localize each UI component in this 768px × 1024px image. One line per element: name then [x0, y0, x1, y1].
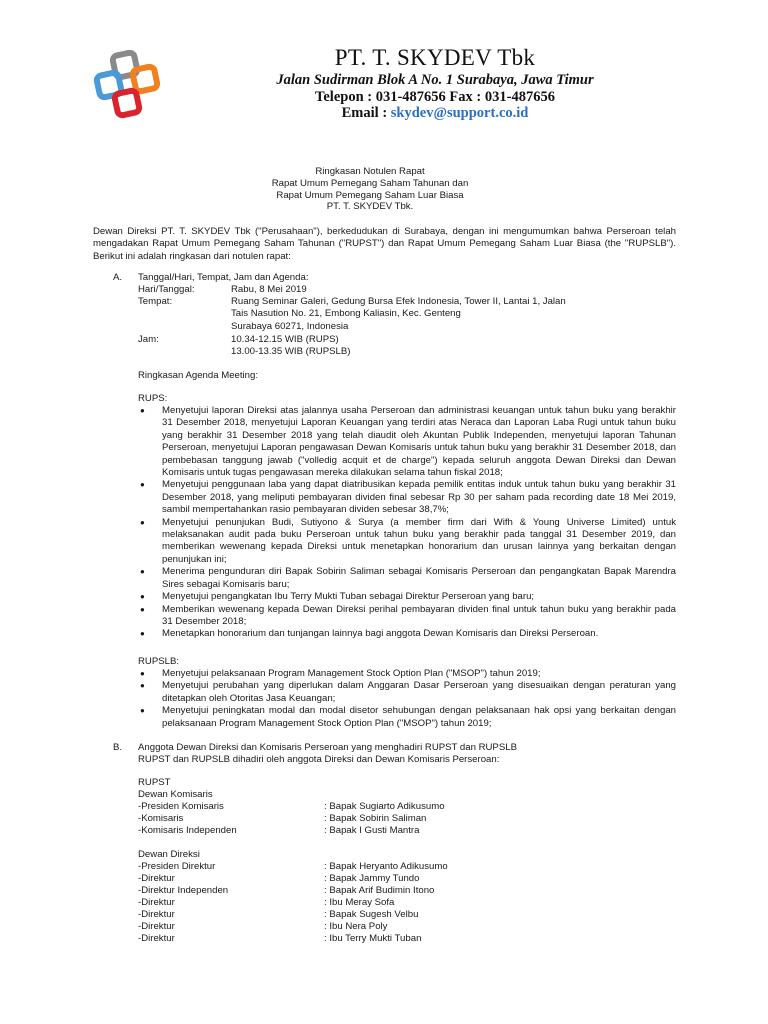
list-item: [138, 517, 676, 567]
company-address: Jalan Sudirman Blok A No. 1 Surabaya, Jawa Timur: [276, 72, 594, 88]
member-role: -Direktur: [138, 897, 175, 908]
company-email: [200, 104, 670, 122]
bullet-icon: ●: [140, 480, 145, 490]
list-item: [138, 479, 676, 516]
list-item-text: Menyetujui peningkatan modal dan modal disetor sehubungan dengan pelaksanaan hak opsi yang berkaitan dengan pelaksanaan Program Management Stock Option Plan ("MSOP") tahun 2019;: [162, 705, 676, 729]
rupst-heading: RUPST: [138, 777, 171, 788]
email-label: Email :: [341, 105, 388, 121]
agenda-heading: Ringkasan Agenda Meeting:: [138, 370, 259, 381]
member-role: -Direktur: [138, 921, 175, 932]
meeting-title-line: PT. T. SKYDEV Tbk.: [326, 201, 414, 213]
bullet-icon: ●: [140, 406, 145, 415]
list-item-text: Menyetujui pelaksanaan Program Management Stock Option Plan ("MSOP") tahun 2019;: [162, 668, 541, 679]
section-title: Anggota Dewan Direksi dan Komisaris Perseroan yang menghadiri RUPST dan RUPSLB: [138, 742, 517, 753]
list-item: [138, 566, 676, 591]
section-letter: A.: [113, 272, 123, 283]
intro-paragraph: Dewan Direksi PT. T. SKYDEV Tbk ("Perusahaan"), berkedudukan di Surabaya, dengan ini mengumumkan bahwa Perseroan telah mengadakan Rapat Umum Pemegang Saham Tahunan ("RUPST") dan Rapat Umum Pemegang Saham Luar Biasa (the "RUPSLB"). Berikut ini adalah ringkasan dari notulen rapat:: [93, 226, 676, 262]
list-item: [138, 591, 676, 603]
bullet-icon: ●: [140, 517, 145, 527]
commissioners-heading: Dewan Komisaris: [138, 789, 213, 800]
list-item: [138, 628, 676, 640]
member-name: : Bapak I Gusti Mantra: [324, 825, 420, 836]
logo-tile-red: [114, 90, 140, 116]
section-b-subtitle: RUPST dan RUPSLB dihadiri oleh anggota Direksi dan Dewan Komisaris Perseroan:: [138, 754, 500, 765]
member-role: -Komisaris: [138, 813, 184, 824]
member-name: : Bapak Sugesh Velbu: [324, 909, 419, 920]
time-value: [231, 334, 611, 359]
member-name: : Bapak Jammy Tundo: [324, 873, 420, 884]
meeting-title-line: Rapat Umum Pemegang Saham Tahunan dan: [271, 177, 469, 189]
list-item-text: Menerima pengunduran diri Bapak Sobirin Saliman sebagai Komisaris Perseroan dan pengangkatan Bapak Marendra Sires sebagai Komisaris baru;: [162, 566, 676, 590]
meeting-title-line: Rapat Umum Pemegang Saham Luar Biasa: [276, 189, 464, 201]
list-item: [138, 680, 676, 705]
bullet-icon: ●: [140, 592, 145, 602]
member-role: -Direktur Independen: [138, 885, 229, 896]
list-item-text: Menyetujui perubahan yang diperlukan dalam Anggaran Dasar Perseroan yang disesuaikan dengan peraturan yang ditetapkan oleh Otoritas Jasa Keuangan;: [162, 680, 676, 704]
member-role: -Direktur: [138, 933, 175, 944]
member-name: : Ibu Meray Sofa: [324, 897, 395, 908]
bullet-icon: ●: [140, 567, 145, 577]
member-role: -Direktur: [138, 873, 175, 884]
list-item-text: Menyetujui laporan Direksi atas jalannya usaha Perseroan dan administrasi keuangan untuk tahun buku yang berakhir 31 Desember 2018, menyetujui Laporan Keuangan yang terdiri atas Neraca dan Laporan Laba Rugi untuk tahun buku yang berakhir 31 Desember 2018 yang telah diaudit oleh Akuntan Publik Independen, menyetujui laporan Tahunan Perseroan, menyetujui Laporan pengawasan Dewan Komisaris untuk tahun buku yang berakhir 31 Desember 2018, dan pembebasan tanggung jawab ("volledig acquit et de charge") kepada seluruh anggota Dewan Direksi dan Dewan Komisaris untuk tugas pengawasan mereka dilakukan selama tahun fiskal 2018;: [162, 405, 676, 479]
member-role: -Komisaris Independen: [138, 825, 237, 836]
rupslb-heading: RUPSLB:: [138, 656, 180, 667]
member-role: -Direktur: [138, 909, 175, 920]
bullet-icon: ●: [140, 629, 145, 639]
rupslb-list: [138, 668, 676, 730]
list-item-text: Menyetujui pengangkatan Ibu Terry Mukti Tuban sebagai Direktur Perseroan yang baru;: [162, 591, 535, 603]
directors-heading: Dewan Direksi: [138, 849, 200, 860]
email-link[interactable]: skydev@support.co.id: [390, 105, 529, 121]
list-item-text: Menyetujui penggunaan laba yang dapat diatribusikan kepada pemilik entitas induk untuk tahun buku yang berakhir 31 Desember 2018, yang meliputi pembayaran dividen final sebesar Rp 30 per saham pada recording date 18 Mei 2019, sambil mempertahankan rasio pembayaran dividen sebesar 38,7%;: [162, 479, 676, 516]
bullet-icon: ●: [140, 681, 145, 691]
list-item: [138, 705, 676, 730]
date-label: Hari/Tanggal:: [138, 284, 195, 295]
place-line: Tais Nasution No. 21, Embong Kaliasin, Kec. Genteng: [231, 308, 461, 320]
list-item-text: Menetapkan honorarium dan tunjangan lainnya bagi anggota Dewan Komisaris dan Direksi Perseroan.: [162, 628, 599, 640]
bullet-icon: ●: [140, 706, 145, 716]
member-name: : Ibu Nera Poly: [324, 921, 388, 932]
date-value: Rabu, 8 Mei 2019: [231, 284, 307, 295]
time-label: Jam:: [138, 334, 159, 345]
company-logo: [90, 50, 170, 130]
rups-heading: RUPS:: [138, 393, 168, 404]
list-item: [138, 668, 676, 680]
logo-tile-orange: [132, 66, 158, 92]
member-name: : Bapak Heryanto Adikusumo: [324, 861, 448, 872]
time-line: 10.34-12.15 WIB (RUPS): [231, 334, 339, 345]
place-label: Tempat:: [138, 296, 173, 307]
section-title: Tanggal/Hari, Tempat, Jam dan Agenda:: [138, 272, 309, 283]
member-role: -Presiden Direktur: [138, 861, 216, 872]
bullet-icon: ●: [140, 604, 145, 614]
list-item-text: Menyetujui penunjukan Budi, Sutiyono & Surya (a member firm dari Wifh & Young Universe Limited) untuk melaksanakan audit pada buku Perseroan untuk tahun buku yang berakhir pada tanggal 31 Desember 2019, dan memberikan wewenang kepada Direksi untuk menetapkan honorarium dan urusan lainnya yang berkaitan dengan penunjukan ini;: [162, 516, 676, 565]
meeting-title-line: Ringkasan Notulen Rapat: [315, 166, 425, 177]
place-value: [231, 296, 611, 333]
company-phone: Telepon : 031-487656 Fax : 031-487656: [315, 89, 555, 105]
list-item: [138, 405, 676, 479]
section-letter: B.: [113, 742, 123, 753]
place-line: Surabaya 60271, Indonesia: [231, 320, 349, 332]
member-name: : Bapak Arif Budimin Itono: [324, 885, 435, 896]
member-name: : Bapak Sugiarto Adikusumo: [324, 801, 445, 812]
member-name: : Bapak Sobirin Saliman: [324, 813, 427, 824]
place-line: Ruang Seminar Galeri, Gedung Bursa Efek Indonesia, Tower II, Lantai 1, Jalan: [231, 296, 566, 307]
member-role: -Presiden Komisaris: [138, 801, 224, 812]
list-item-text: Memberikan wewenang kepada Dewan Direksi perihal pembayaran dividen final untuk tahun buku yang berakhir pada 31 Desember 2018;: [162, 603, 676, 627]
list-item: [138, 604, 676, 629]
time-line: 13.00-13.35 WIB (RUPSLB): [231, 346, 351, 358]
bullet-icon: ●: [140, 669, 145, 678]
company-name: PT. T. SKYDEV Tbk: [334, 45, 536, 70]
member-name: : Ibu Terry Mukti Tuban: [324, 933, 422, 944]
rups-list: [138, 405, 676, 641]
meeting-title: [170, 166, 570, 213]
